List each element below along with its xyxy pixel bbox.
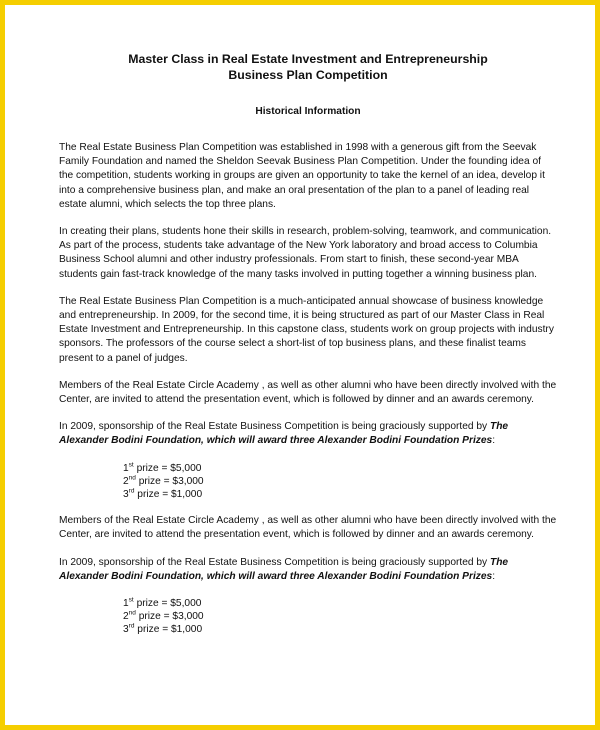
prize-rank-suffix: st: [128, 461, 134, 469]
paragraph-sponsorship: [59, 420, 557, 448]
prize-rank: 1: [123, 462, 129, 474]
document-title: [59, 51, 557, 83]
document-page: [5, 5, 595, 725]
paragraph-history: The Real Estate Business Plan Competition was established in 1998 with a generous gift from the Seevak Family Foundation and named the Sheldon Seevak Business Plan Competition. Under the founding idea of the competition, students working in groups are given an opportunity to take the kernel of an idea, develop it into a comprehensive business plan, and make an oral presentation of the plan to a panel of leading real estate alumni, which selects the top three plans.: [59, 142, 545, 210]
prize-rank: 2: [123, 475, 129, 487]
prize-list-repeat: [123, 597, 557, 637]
prize-rank-suffix: nd: [128, 609, 136, 617]
prize-amount: prize = $5,000: [133, 598, 202, 610]
paragraph-skills: In creating their plans, students hone their skills in research, problem-solving, teamwork, and communication. As part of the process, students take advantage of the New York laboratory and broad access to Columbia Business School alumni and other industry professionals. From start to finish, these second-year MBA students gain fast-track knowledge of the many tasks involved in putting together a winning business plan.: [59, 226, 552, 280]
sponsorship-text: In 2009, sponsorship of the Real Estate Business Competition is being graciously supported by: [59, 556, 490, 568]
prize-third: [123, 488, 557, 501]
sponsorship-text: In 2009, sponsorship of the Real Estate Business Competition is being graciously supported by: [59, 421, 490, 433]
paragraph-sponsorship-repeat: [59, 556, 557, 584]
prize-amount: prize = $1,000: [134, 624, 203, 636]
prize-first: [123, 462, 557, 475]
paragraph-members-repeat: Members of the Real Estate Circle Academy , as well as other alumni who have been directly involved with the Center, are invited to attend the presentation event, which is followed by dinner and an awards ceremony.: [59, 515, 557, 541]
prize-second: [123, 610, 557, 623]
prize-amount: prize = $1,000: [134, 489, 203, 501]
sponsorship-suffix: :: [492, 435, 496, 447]
prize-first: [123, 597, 557, 610]
paragraph-members: Members of the Real Estate Circle Academy , as well as other alumni who have been directly involved with the Center, are invited to attend the presentation event, which is followed by dinner and an awards ceremony.: [59, 379, 557, 406]
prize-rank: 3: [123, 489, 129, 501]
document-content: [59, 51, 557, 650]
prize-rank-suffix: nd: [128, 474, 136, 482]
prize-rank: 1: [123, 598, 129, 610]
sponsorship-suffix: :: [492, 570, 496, 582]
sponsor-name: The Alexander Bodini Foundation, which will award three Alexander Bodini Foundation Prizes: [59, 556, 509, 582]
section-heading: Historical Information: [255, 106, 361, 117]
prize-amount: prize = $3,000: [135, 475, 204, 487]
prize-third: [123, 623, 557, 636]
prize-rank: 2: [123, 611, 129, 623]
prize-rank: 3: [123, 624, 129, 636]
prize-amount: prize = $5,000: [133, 462, 202, 474]
prize-second: [123, 475, 557, 488]
prize-rank-suffix: rd: [128, 487, 135, 495]
paragraph-showcase: The Real Estate Business Plan Competition is a much-anticipated annual showcase of business knowledge and entrepreneurship. In 2009, for the second time, it is being structured as part of our Master Class in Real Estate Investment and Entrepreneurship. In this capstone class, students work on group projects with industry sponsors. The professors of the course select a short-list of top business plans, and these finalist teams present to a panel of judges.: [59, 295, 554, 364]
title-line-2: Business Plan Competition: [228, 68, 388, 82]
prize-amount: prize = $3,000: [135, 611, 204, 623]
prize-rank-suffix: st: [128, 596, 134, 604]
prize-list: [123, 462, 557, 502]
sponsor-name: The Alexander Bodini Foundation, which will award three Alexander Bodini Foundation Prizes: [59, 421, 509, 447]
prize-rank-suffix: rd: [128, 623, 135, 631]
title-line-1: Master Class in Real Estate Investment and Entrepreneurship: [128, 52, 488, 66]
